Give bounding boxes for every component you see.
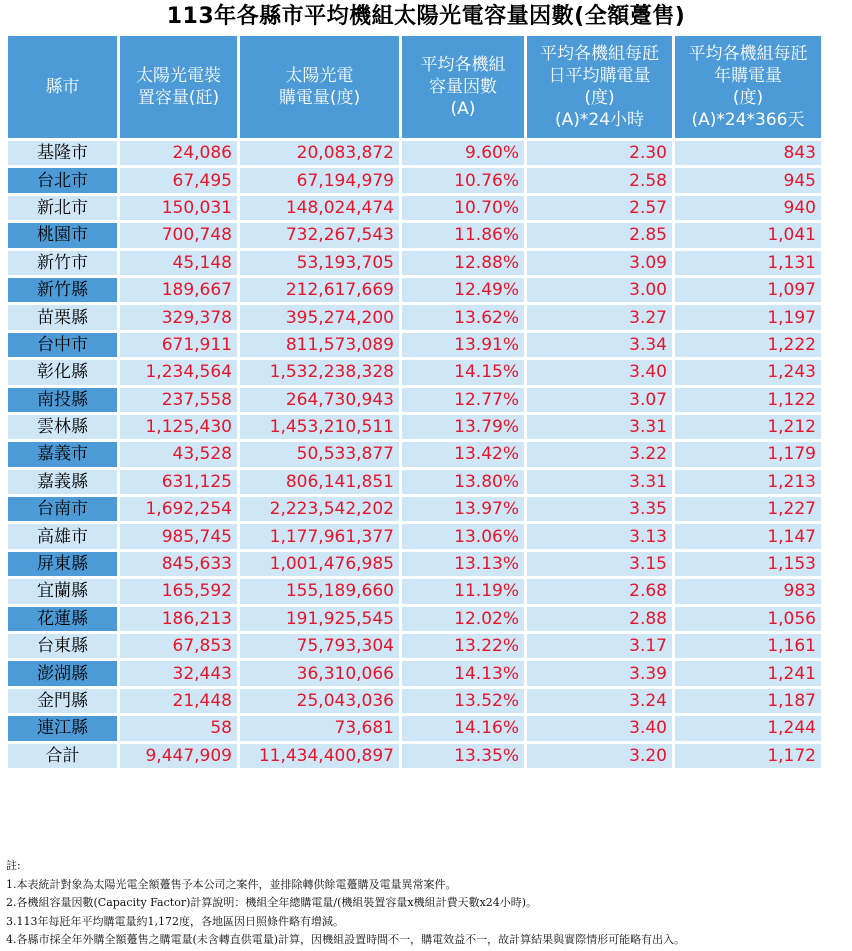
capacity-cell: 1,234,564 <box>119 359 239 386</box>
county-cell: 高雄市 <box>7 523 119 550</box>
table-row <box>7 304 823 331</box>
table-row <box>7 605 823 632</box>
daily-cell: 2.88 <box>526 605 674 632</box>
factor-cell: 10.76% <box>401 167 526 194</box>
daily-cell: 3.13 <box>526 523 674 550</box>
factor-cell: 13.13% <box>401 550 526 577</box>
table-row <box>7 359 823 386</box>
annual-cell: 1,161 <box>674 633 823 660</box>
factor-cell: 13.35% <box>401 742 526 769</box>
annual-cell: 843 <box>674 140 823 167</box>
purchase-cell: 806,141,851 <box>239 468 401 495</box>
purchase-cell: 53,193,705 <box>239 249 401 276</box>
purchase-cell: 1,177,961,377 <box>239 523 401 550</box>
purchase-cell: 191,925,545 <box>239 605 401 632</box>
capacity-cell: 845,633 <box>119 550 239 577</box>
table-row <box>7 140 823 167</box>
county-cell: 彰化縣 <box>7 359 119 386</box>
daily-cell: 2.30 <box>526 140 674 167</box>
table-row <box>7 249 823 276</box>
daily-cell: 3.40 <box>526 359 674 386</box>
capacity-cell: 189,667 <box>119 276 239 303</box>
purchase-cell: 155,189,660 <box>239 578 401 605</box>
annual-cell: 1,097 <box>674 276 823 303</box>
county-cell: 花蓮縣 <box>7 605 119 632</box>
daily-cell: 3.39 <box>526 660 674 687</box>
county-cell: 新北市 <box>7 194 119 221</box>
note-item: 1.本表統計對象為太陽光電全額躉售予本公司之案件，並排除轉供餘電躉購及電量異常案件。 <box>6 877 457 891</box>
annual-cell: 940 <box>674 194 823 221</box>
capacity-cell: 186,213 <box>119 605 239 632</box>
table-row <box>7 167 823 194</box>
header-annual-purchase: 平均各機組每瓩 年購電量 (度) (A)*24*366天 <box>674 35 823 140</box>
table-row <box>7 468 823 495</box>
factor-cell: 9.60% <box>401 140 526 167</box>
factor-cell: 13.06% <box>401 523 526 550</box>
capacity-cell: 165,592 <box>119 578 239 605</box>
factor-cell: 12.77% <box>401 386 526 413</box>
purchase-cell: 1,453,210,511 <box>239 413 401 440</box>
county-cell: 基隆市 <box>7 140 119 167</box>
daily-cell: 3.07 <box>526 386 674 413</box>
factor-cell: 10.70% <box>401 194 526 221</box>
daily-cell: 2.58 <box>526 167 674 194</box>
table-row <box>7 550 823 577</box>
annual-cell: 945 <box>674 167 823 194</box>
factor-cell: 14.15% <box>401 359 526 386</box>
factor-cell: 13.97% <box>401 496 526 523</box>
capacity-cell: 9,447,909 <box>119 742 239 769</box>
county-cell: 台北市 <box>7 167 119 194</box>
table-row <box>7 413 823 440</box>
table-row <box>7 194 823 221</box>
daily-cell: 3.31 <box>526 413 674 440</box>
table-row <box>7 687 823 714</box>
factor-cell: 13.22% <box>401 633 526 660</box>
capacity-cell: 58 <box>119 715 239 742</box>
capacity-cell: 21,448 <box>119 687 239 714</box>
purchase-cell: 395,274,200 <box>239 304 401 331</box>
daily-cell: 3.35 <box>526 496 674 523</box>
daily-cell: 3.24 <box>526 687 674 714</box>
annual-cell: 1,147 <box>674 523 823 550</box>
factor-cell: 13.80% <box>401 468 526 495</box>
purchase-cell: 811,573,089 <box>239 331 401 358</box>
capacity-cell: 150,031 <box>119 194 239 221</box>
table-row <box>7 276 823 303</box>
annual-cell: 1,243 <box>674 359 823 386</box>
factor-cell: 14.13% <box>401 660 526 687</box>
purchase-cell: 212,617,669 <box>239 276 401 303</box>
purchase-cell: 732,267,543 <box>239 222 401 249</box>
table-row <box>7 496 823 523</box>
purchase-cell: 50,533,877 <box>239 441 401 468</box>
capacity-cell: 329,378 <box>119 304 239 331</box>
capacity-cell: 700,748 <box>119 222 239 249</box>
purchase-cell: 25,043,036 <box>239 687 401 714</box>
table-row <box>7 633 823 660</box>
annual-cell: 1,122 <box>674 386 823 413</box>
purchase-cell: 75,793,304 <box>239 633 401 660</box>
table-row <box>7 441 823 468</box>
annual-cell: 1,153 <box>674 550 823 577</box>
header-purchase: 太陽光電 購電量(度) <box>239 35 401 140</box>
capacity-cell: 32,443 <box>119 660 239 687</box>
capacity-cell: 43,528 <box>119 441 239 468</box>
daily-cell: 3.00 <box>526 276 674 303</box>
notes-heading: 註: <box>6 859 21 872</box>
factor-cell: 14.16% <box>401 715 526 742</box>
daily-cell: 2.57 <box>526 194 674 221</box>
factor-cell: 13.91% <box>401 331 526 358</box>
factor-cell: 13.62% <box>401 304 526 331</box>
daily-cell: 2.68 <box>526 578 674 605</box>
header-daily-purchase: 平均各機組每瓩 日平均購電量 (度) (A)*24小時 <box>526 35 674 140</box>
county-cell: 屏東縣 <box>7 550 119 577</box>
capacity-cell: 671,911 <box>119 331 239 358</box>
table-row <box>7 578 823 605</box>
capacity-cell: 237,558 <box>119 386 239 413</box>
purchase-cell: 11,434,400,897 <box>239 742 401 769</box>
table-row <box>7 660 823 687</box>
purchase-cell: 1,532,238,328 <box>239 359 401 386</box>
factor-cell: 11.19% <box>401 578 526 605</box>
county-cell: 雲林縣 <box>7 413 119 440</box>
purchase-cell: 1,001,476,985 <box>239 550 401 577</box>
county-cell: 台東縣 <box>7 633 119 660</box>
purchase-cell: 67,194,979 <box>239 167 401 194</box>
daily-cell: 3.15 <box>526 550 674 577</box>
capacity-cell: 24,086 <box>119 140 239 167</box>
table-body <box>7 140 823 770</box>
daily-cell: 3.34 <box>526 331 674 358</box>
total-row <box>7 742 823 769</box>
capacity-cell: 985,745 <box>119 523 239 550</box>
table-row <box>7 331 823 358</box>
table-header-row <box>7 35 823 140</box>
county-cell: 金門縣 <box>7 687 119 714</box>
page-title: 113年各縣市平均機組太陽光電容量因數(全額躉售) <box>166 4 686 29</box>
header-capacity-factor: 平均各機組 容量因數 (A) <box>401 35 526 140</box>
county-cell: 新竹市 <box>7 249 119 276</box>
capacity-cell: 67,853 <box>119 633 239 660</box>
factor-cell: 12.88% <box>401 249 526 276</box>
county-cell: 嘉義市 <box>7 441 119 468</box>
county-cell: 宜蘭縣 <box>7 578 119 605</box>
annual-cell: 1,213 <box>674 468 823 495</box>
annual-cell: 1,197 <box>674 304 823 331</box>
annual-cell: 1,131 <box>674 249 823 276</box>
daily-cell: 3.20 <box>526 742 674 769</box>
daily-cell: 3.09 <box>526 249 674 276</box>
purchase-cell: 20,083,872 <box>239 140 401 167</box>
table-row <box>7 523 823 550</box>
county-cell: 桃園市 <box>7 222 119 249</box>
annual-cell: 1,244 <box>674 715 823 742</box>
factor-cell: 12.02% <box>401 605 526 632</box>
capacity-cell: 1,692,254 <box>119 496 239 523</box>
note-item: 3.113年每瓩年平均購電量約1,172度，各地區因日照條件略有增減。 <box>6 914 344 928</box>
header-capacity: 太陽光電裝 置容量(瓩) <box>119 35 239 140</box>
header-county: 縣市 <box>7 35 119 140</box>
annual-cell: 1,187 <box>674 687 823 714</box>
annual-cell: 1,172 <box>674 742 823 769</box>
daily-cell: 3.17 <box>526 633 674 660</box>
annual-cell: 1,212 <box>674 413 823 440</box>
county-cell: 苗栗縣 <box>7 304 119 331</box>
daily-cell: 3.40 <box>526 715 674 742</box>
footnotes <box>6 857 846 950</box>
daily-cell: 3.27 <box>526 304 674 331</box>
county-cell: 澎湖縣 <box>7 660 119 687</box>
county-cell: 南投縣 <box>7 386 119 413</box>
daily-cell: 3.31 <box>526 468 674 495</box>
factor-cell: 13.42% <box>401 441 526 468</box>
factor-cell: 13.52% <box>401 687 526 714</box>
capacity-cell: 1,125,430 <box>119 413 239 440</box>
table-row <box>7 715 823 742</box>
annual-cell: 1,179 <box>674 441 823 468</box>
annual-cell: 1,241 <box>674 660 823 687</box>
annual-cell: 983 <box>674 578 823 605</box>
purchase-cell: 148,024,474 <box>239 194 401 221</box>
county-cell: 嘉義縣 <box>7 468 119 495</box>
capacity-cell: 631,125 <box>119 468 239 495</box>
daily-cell: 3.22 <box>526 441 674 468</box>
capacity-cell: 45,148 <box>119 249 239 276</box>
table-row <box>7 386 823 413</box>
table-row <box>7 222 823 249</box>
annual-cell: 1,222 <box>674 331 823 358</box>
annual-cell: 1,227 <box>674 496 823 523</box>
capacity-cell: 67,495 <box>119 167 239 194</box>
county-cell: 台中市 <box>7 331 119 358</box>
county-cell: 合計 <box>7 742 119 769</box>
purchase-cell: 36,310,066 <box>239 660 401 687</box>
note-item: 4.各縣市採全年外購全額躉售之購電量(未含轉直供電量)計算，因機組設置時間不一，購電效益不一，故計算結果與實際情形可能略有出入。 <box>6 933 686 946</box>
factor-cell: 13.79% <box>401 413 526 440</box>
county-cell: 台南市 <box>7 496 119 523</box>
note-item: 2.各機組容量因數(Capacity Factor)計算說明：機組全年總購電量/(機組裝置容量x機組計費天數x24小時)。 <box>6 896 538 909</box>
capacity-factor-table <box>5 33 824 771</box>
annual-cell: 1,056 <box>674 605 823 632</box>
annual-cell: 1,041 <box>674 222 823 249</box>
factor-cell: 11.86% <box>401 222 526 249</box>
daily-cell: 2.85 <box>526 222 674 249</box>
county-cell: 新竹縣 <box>7 276 119 303</box>
purchase-cell: 264,730,943 <box>239 386 401 413</box>
factor-cell: 12.49% <box>401 276 526 303</box>
county-cell: 連江縣 <box>7 715 119 742</box>
purchase-cell: 73,681 <box>239 715 401 742</box>
purchase-cell: 2,223,542,202 <box>239 496 401 523</box>
